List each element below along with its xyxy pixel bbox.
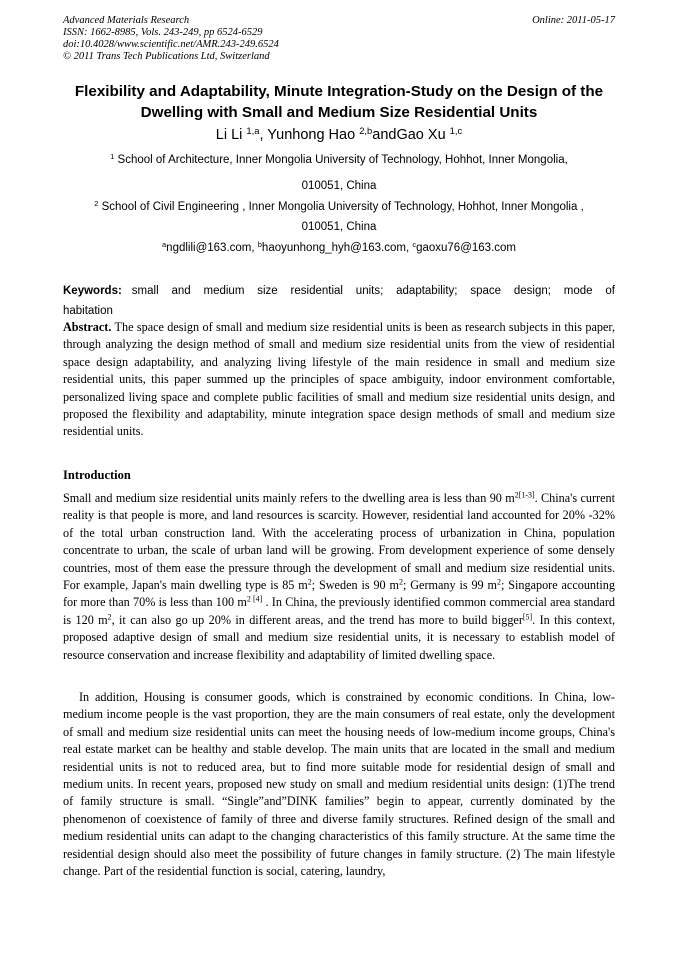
body-text-run: ; Sweden is 90 m (311, 578, 399, 593)
email-address[interactable]: ngdlili@163.com, (166, 242, 258, 254)
body-text-run: . In China, the previously identified common commercial area standard is 120 m (63, 595, 615, 627)
body-text-run: . China's current reality is that people is more, and land resources is scarcity. However, residential land accounted for 20% -32% of the total urban construction land. With the accelerating process of urbanization in China, population concentrate to urban, the scale of urban land will be growing. From development experience of some densely countries, most of them ease the pressure through the development of small and medium size residential units. For example, Japan's main dwelling type is 85 m (63, 491, 616, 593)
introduction-paragraph-2: In addition, Housing is consumer goods, which is constrained by economic conditions. In China, low-medium income people is the vast proportion, they are the main consumers of real estate, only the development of small and medium size residential units can meet the housing needs of low-medium income groups, China's real estate market can be healthy and stable develop. The main units that are located in the small and medium residential units is not to reduced area, but to find more suitable mode for residential design of small and medium units. In recent years, proposed new study on small and medium residential units design: (1)The trend of family structure is small. “Single”and”DINK families” begin to appear, currently dominated by the phenomenon of coexistence of family of three and diverse family structures. Refined design of the small and medium residential units can adapt to the changing characteristics of this family structure. At the same time the residential design should also meet the possibility of future changes in family structure. (2) The main lifestyle change. Part of the residential function is social, catering, laundry, (63, 690, 615, 879)
issn-line: ISSN: 1662-8985, Vols. 243-249, pp 6524-6529 (63, 27, 263, 38)
keywords-block (63, 281, 615, 321)
journal-header (63, 15, 615, 63)
author-name: andGao Xu (372, 127, 450, 143)
citation-sup: 2 [4] (246, 595, 263, 605)
unit-sup: 2 (307, 577, 312, 587)
citation-sup: [5] (522, 612, 533, 622)
email-list (63, 239, 615, 257)
abstract-label: Abstract. (63, 320, 112, 334)
affiliation-2 (63, 197, 615, 237)
keywords-text: small and medium size residential units; adaptability; space design; mode of habitation (63, 285, 615, 317)
body-text-run: Small and medium size residential units mainly refers to the dwelling area is less than 90 m (63, 491, 515, 505)
author-affil-sup: 1,c (449, 124, 463, 136)
citation-sup: 2[1-3] (514, 490, 535, 500)
author-affil-sup: 1,a (246, 124, 260, 136)
affiliation-1 (63, 149, 615, 197)
body-text-run: . In this context, proposed adaptive design of small and medium size residential units, it is necessary to establish model of resource conservation and increase flexibility and adaptability of limited dwelling space. (63, 612, 615, 662)
body-text-run: ; Germany is 99 m (402, 578, 497, 593)
abstract-paragraph (63, 319, 615, 441)
email-address[interactable]: haoyunhong_hyh@163.com, (261, 242, 413, 254)
copyright-line: © 2011 Trans Tech Publications Ltd, Switzerland (63, 51, 270, 62)
author-name: , Yunhong Hao (259, 127, 360, 143)
email-address[interactable]: gaoxu76@163.com (416, 242, 516, 254)
author-list (63, 126, 615, 144)
introduction-paragraph-1 (63, 490, 615, 664)
affiliation-text: School of Architecture, Inner Mongolia University of Technology, Hohhot, Inner Mongolia, (114, 154, 568, 166)
doi-line: doi:10.4028/www.scientific.net/AMR.243-249.6524 (63, 39, 279, 50)
paper-title: Flexibility and Adaptability, Minute Integration-Study on the Design of the Dwelling with Small and Medium Size Residential Units (74, 83, 604, 121)
affiliation-sup: 2 (94, 198, 99, 208)
body-text-run: ; Singapore accounting for more than 70% is less than 100 m (63, 578, 615, 610)
affiliation-postcode: 010051, China (301, 180, 377, 192)
email-sup: b (257, 239, 262, 249)
affiliation-sup: 1 (110, 151, 115, 161)
body-text-run: , it can also go up 20% in different areas, and the trend has more to build bigger (111, 612, 523, 627)
unit-sup: 2 (497, 577, 501, 587)
author-name: Li Li (215, 127, 247, 143)
section-heading-introduction: Introduction (63, 468, 131, 482)
online-date: Online: 2011-05-17 (532, 15, 615, 26)
journal-name: Advanced Materials Research (63, 15, 190, 26)
author-affil-sup: 2,b (359, 124, 373, 136)
affiliation-text: School of Civil Engineering , Inner Mongolia University of Technology, Hohhot, Inner Mongolia , (98, 201, 584, 213)
unit-sup: 2 (399, 577, 403, 587)
keywords-label: Keywords: (63, 285, 122, 297)
abstract-text: The space design of small and medium size residential units is been as research subjects in this paper, through analyzing the design method of small and medium size residential units from the view of residential space design adaptability, and analyzing living lifestyle of the main residence in small and medium size residential units, this paper summed up the principles of space ambiguity, indoor environment comfortable, personalized living space and complete public facilities of small and medium size residential units design, and proposed the flexibility and adaptability, minute integration space design methods of small and medium size residential units. (63, 320, 615, 439)
email-sup: a (162, 239, 167, 249)
email-sup: c (412, 239, 417, 249)
affiliation-postcode: 010051, China (301, 221, 377, 233)
unit-sup: 2 (107, 612, 112, 622)
